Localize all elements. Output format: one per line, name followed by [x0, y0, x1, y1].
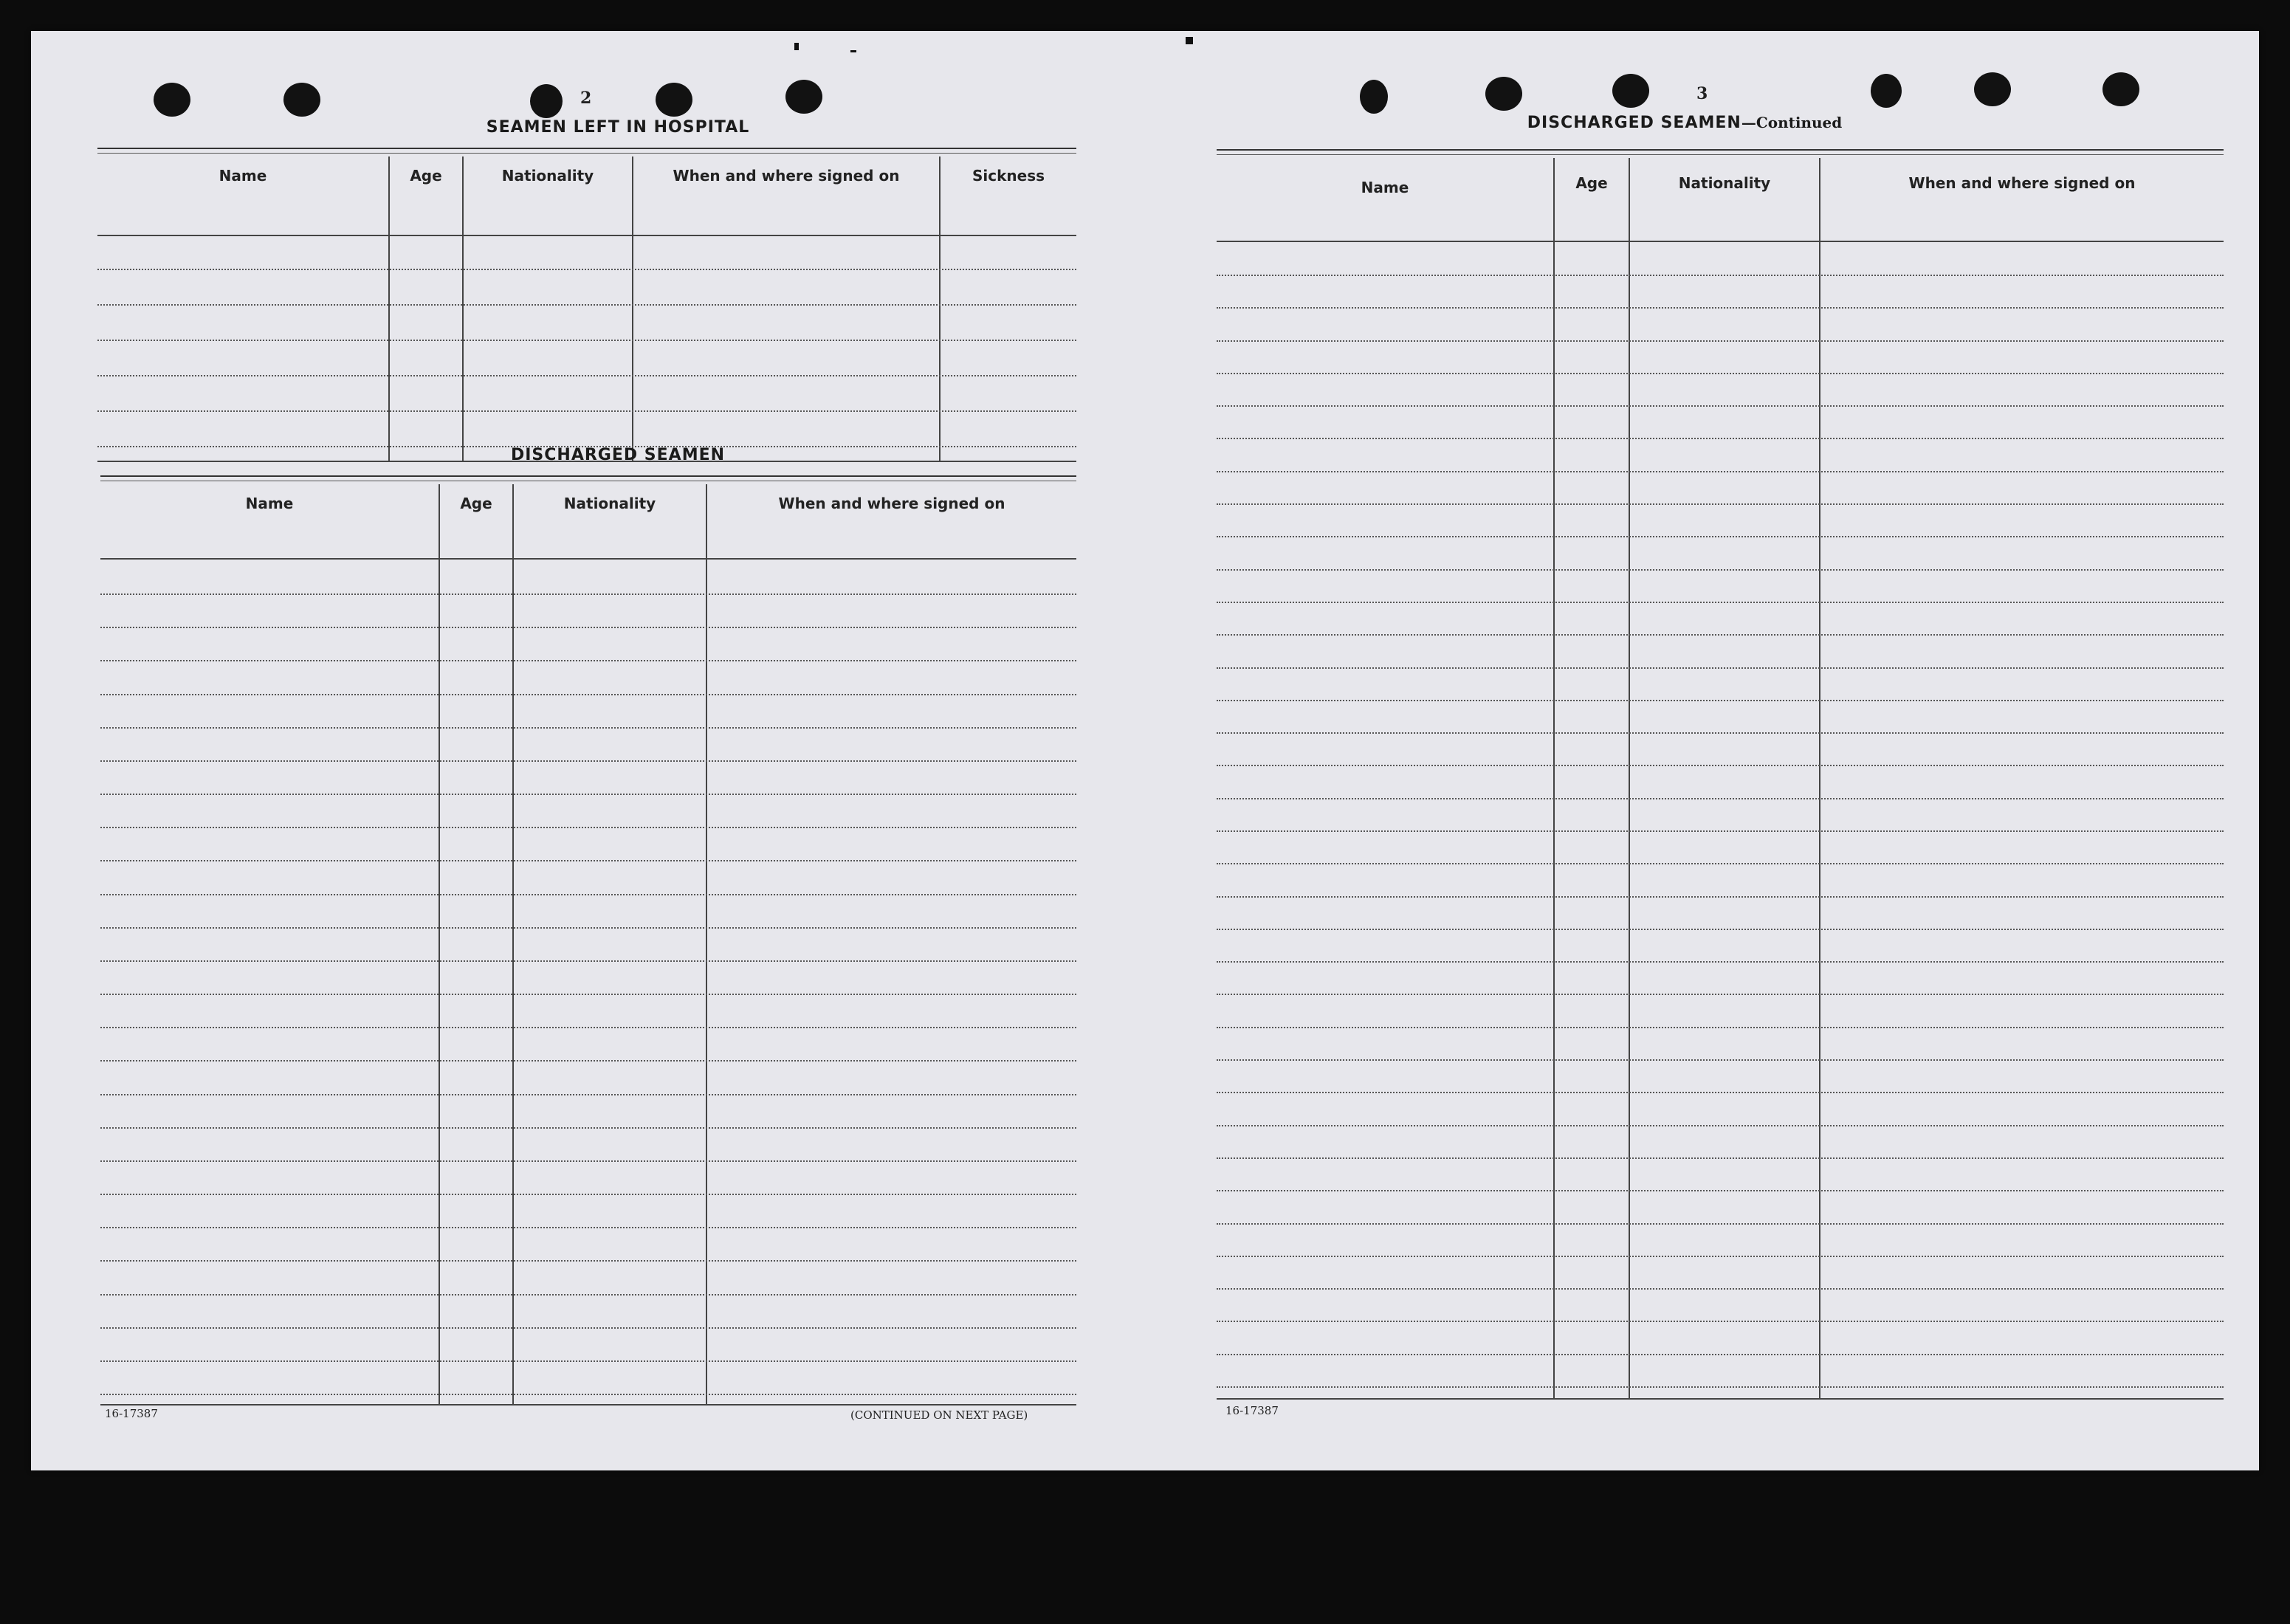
table-row-line	[100, 1394, 1076, 1395]
continued-col-signed-on: When and where signed on	[1908, 174, 2136, 192]
table-row-line	[100, 1060, 1076, 1062]
hospital-col-sickness: Sickness	[972, 167, 1045, 185]
column-divider	[512, 484, 514, 1404]
discharged-top-rule	[100, 475, 1076, 481]
discharged-continued-title	[1419, 114, 1950, 132]
table-row-line	[1217, 1092, 2224, 1093]
table-row-line	[1217, 438, 2224, 439]
punch-hole	[1974, 72, 2011, 106]
form-number-right: 16-17387	[1225, 1404, 1279, 1417]
table-row-line	[97, 375, 1076, 376]
discharged-col-age: Age	[460, 495, 492, 512]
table-row-line	[97, 269, 1076, 270]
table-row-line	[100, 827, 1076, 828]
hospital-section-title: SEAMEN LEFT IN HOSPITAL	[486, 118, 750, 137]
table-row-line	[1217, 798, 2224, 799]
punch-hole	[1612, 74, 1649, 108]
hospital-col-name: Name	[219, 167, 267, 185]
continued-bottom-line	[1217, 1398, 2224, 1400]
punch-hole	[1360, 80, 1388, 114]
column-divider	[462, 156, 464, 461]
table-row-line	[1217, 569, 2224, 571]
discharged-table-left	[100, 484, 1076, 1404]
discharged-table-right	[1217, 158, 2224, 1398]
speck	[794, 43, 799, 50]
table-row-line	[1217, 1157, 2224, 1159]
table-row-line	[1217, 863, 2224, 864]
discharged-continued-title-suffix: —Continued	[1741, 114, 1843, 131]
column-divider	[1553, 158, 1555, 1398]
continued-col-nationality: Nationality	[1678, 174, 1771, 192]
column-divider	[1819, 158, 1820, 1398]
table-row-line	[1217, 1321, 2224, 1322]
table-row-line	[100, 694, 1076, 695]
discharged-continued-title-main: DISCHARGED SEAMEN	[1527, 114, 1741, 132]
table-row-line	[1217, 830, 2224, 832]
table-row-line	[100, 727, 1076, 729]
table-row-line	[1217, 1386, 2224, 1388]
discharged-col-signed-on: When and where signed on	[778, 495, 1005, 512]
punch-hole	[656, 83, 692, 117]
table-row-line	[100, 1160, 1076, 1162]
table-row-line	[1217, 896, 2224, 898]
table-row-line	[100, 1327, 1076, 1329]
table-row-line	[100, 1027, 1076, 1028]
table-row-line	[1217, 1354, 2224, 1355]
punch-hole	[530, 84, 563, 118]
table-row-line	[100, 960, 1076, 962]
table-row-line	[1217, 373, 2224, 374]
page-number-right: 3	[1696, 84, 1708, 103]
punch-hole	[1485, 77, 1522, 111]
table-row-line	[100, 1227, 1076, 1228]
hospital-col-nationality: Nationality	[501, 167, 594, 185]
table-row-line	[1217, 1288, 2224, 1290]
table-row-line	[1217, 1223, 2224, 1225]
table-row-line	[100, 1127, 1076, 1129]
table-row-line	[97, 304, 1076, 306]
table-row-line	[100, 1260, 1076, 1262]
continued-header-line	[1217, 241, 2224, 242]
speck	[1186, 37, 1193, 44]
column-divider	[388, 156, 390, 461]
table-row-line	[97, 340, 1076, 341]
column-divider	[706, 484, 707, 1404]
table-row-line	[1217, 961, 2224, 963]
table-row-line	[100, 1294, 1076, 1296]
discharged-section-title: DISCHARGED SEAMEN	[510, 446, 726, 464]
table-row-line	[100, 860, 1076, 861]
table-row-line	[100, 1360, 1076, 1362]
table-row-line	[1217, 700, 2224, 701]
table-row-line	[1217, 602, 2224, 603]
table-row-line	[100, 760, 1076, 762]
table-row-line	[100, 627, 1076, 628]
table-row-line	[100, 1194, 1076, 1195]
column-divider	[939, 156, 941, 461]
table-row-line	[1217, 929, 2224, 930]
table-row-line	[1217, 1256, 2224, 1257]
form-number-left: 16-17387	[105, 1407, 158, 1420]
table-row-line	[100, 894, 1076, 895]
punch-hole	[1871, 74, 1902, 108]
discharged-bottom-line	[100, 1404, 1076, 1405]
column-divider	[632, 156, 633, 461]
continued-col-name: Name	[1361, 179, 1409, 196]
table-row-line	[1217, 275, 2224, 276]
page-number-left: 2	[580, 89, 592, 108]
table-row-line	[100, 593, 1076, 595]
discharged-col-name: Name	[245, 495, 294, 512]
speck	[850, 50, 856, 52]
discharged-col-nationality: Nationality	[563, 495, 656, 512]
table-row-line	[97, 410, 1076, 412]
punch-hole	[154, 83, 190, 117]
table-row-line	[100, 794, 1076, 795]
continued-note: (CONTINUED ON NEXT PAGE)	[850, 1408, 1028, 1422]
column-divider	[1629, 158, 1630, 1398]
table-row-line	[100, 927, 1076, 929]
table-row-line	[1217, 340, 2224, 342]
punch-hole	[2102, 72, 2139, 106]
table-row-line	[1217, 667, 2224, 669]
table-row-line	[1217, 1059, 2224, 1061]
table-row-line	[1217, 1125, 2224, 1126]
hospital-header-line	[97, 235, 1076, 236]
column-divider	[439, 484, 440, 1404]
table-row-line	[1217, 405, 2224, 407]
discharged-header-line	[100, 558, 1076, 560]
table-row-line	[1217, 536, 2224, 537]
table-row-line	[100, 660, 1076, 661]
table-row-line	[100, 994, 1076, 995]
hospital-top-rule	[97, 148, 1076, 154]
continued-col-age: Age	[1575, 174, 1608, 192]
continued-top-rule	[1217, 149, 2224, 155]
table-row-line	[1217, 307, 2224, 309]
table-row-line	[100, 1094, 1076, 1095]
table-row-line	[1217, 1027, 2224, 1028]
table-row-line	[1217, 765, 2224, 766]
table-row-line	[1217, 732, 2224, 734]
form-sheet	[31, 31, 2259, 1470]
punch-hole	[283, 83, 320, 117]
hospital-table	[97, 156, 1076, 461]
table-row-line	[1217, 634, 2224, 636]
table-row-line	[1217, 503, 2224, 505]
hospital-col-signed-on: When and where signed on	[673, 167, 900, 185]
table-row-line	[1217, 994, 2224, 995]
punch-hole	[785, 80, 822, 114]
hospital-col-age: Age	[410, 167, 442, 185]
table-row-line	[1217, 1190, 2224, 1191]
table-row-line	[1217, 471, 2224, 472]
